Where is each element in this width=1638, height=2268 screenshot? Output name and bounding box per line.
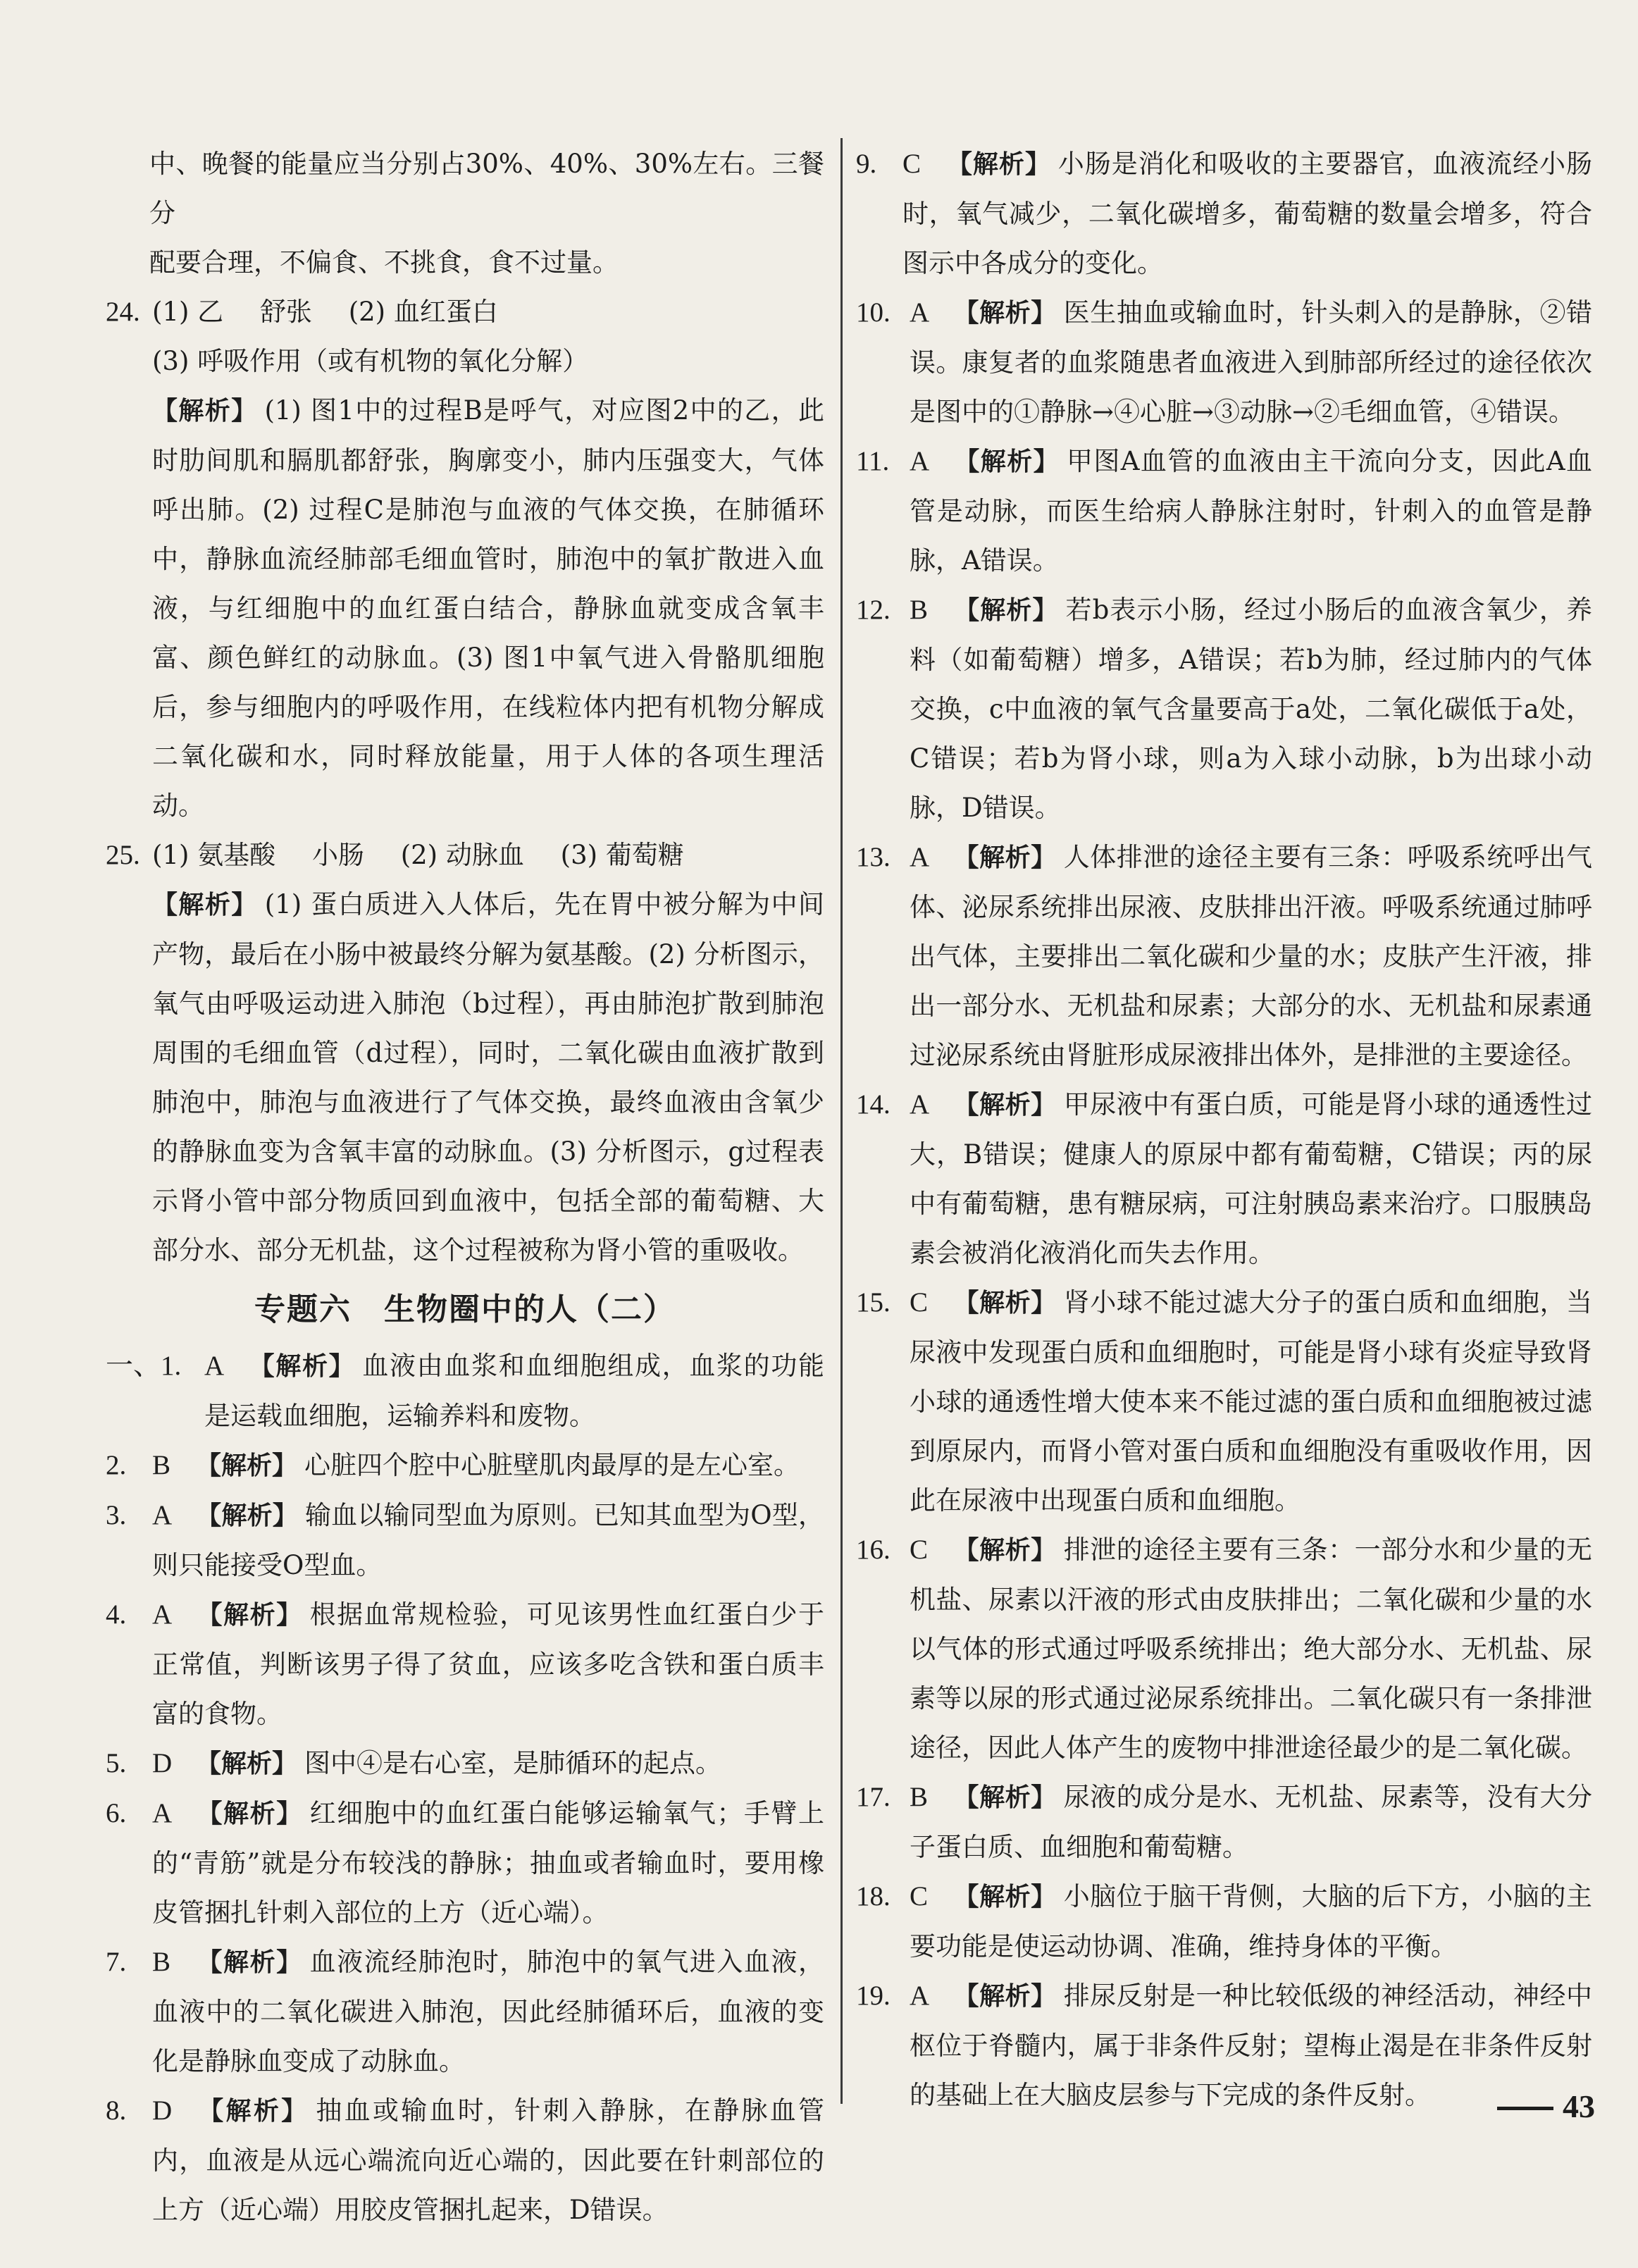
answer-letter: A bbox=[910, 297, 930, 328]
explanation-tag: 【解析】 bbox=[196, 1799, 303, 1828]
answer-part: (1) 乙 bbox=[152, 297, 224, 327]
answer-part: (2) 血红蛋白 bbox=[348, 297, 498, 327]
explanation-text: 抽血或输血时，针刺入静脉，在静脉血管内，血液是从远心端流向近心端的，因此要在针刺部位的上方（近心端）用胶皮管捆扎起来，D错误。 bbox=[152, 2095, 824, 2225]
explanation-tag: 【解析】 bbox=[953, 1783, 1057, 1812]
question-body bbox=[910, 833, 1592, 1080]
continued-line: 配要合理，不偏食、不挑食，食不过量。 bbox=[149, 247, 619, 278]
explanation-text: 输血以输同型血为原则。已知其血型为O型，则只能接受O型血。 bbox=[152, 1500, 824, 1580]
answer-letter: A bbox=[910, 446, 930, 476]
answer-item bbox=[856, 585, 1592, 833]
explanation-tag: 【解析】 bbox=[152, 397, 258, 426]
answer-letter: A bbox=[152, 1599, 173, 1630]
question-number: 10. bbox=[856, 297, 891, 328]
answer-item bbox=[106, 1491, 824, 1590]
answer-item bbox=[106, 2086, 824, 2235]
answer-item bbox=[106, 1590, 824, 1739]
answer-item bbox=[856, 1872, 1592, 1971]
question-body bbox=[152, 1938, 824, 2086]
question-number: 16. bbox=[856, 1535, 891, 1565]
question-body bbox=[152, 1491, 824, 1590]
question-body bbox=[204, 1341, 824, 1441]
answer-letter: A bbox=[910, 842, 930, 872]
answer-item bbox=[106, 1441, 824, 1491]
question-body bbox=[910, 288, 1592, 437]
explanation-text: 图中④是右心室，是肺循环的起点。 bbox=[304, 1748, 722, 1778]
question-body bbox=[152, 831, 824, 1275]
explanation-tag: 【解析】 bbox=[196, 2097, 309, 2126]
answer-part: (2) 动脉血 bbox=[400, 840, 524, 870]
explanation-tag: 【解析】 bbox=[248, 1352, 356, 1381]
answer-letter: A bbox=[152, 1500, 173, 1530]
answer-letter: B bbox=[152, 1450, 171, 1480]
question-body bbox=[152, 287, 824, 831]
answer-letter: C bbox=[910, 1535, 929, 1565]
answer-letter: A bbox=[152, 1798, 173, 1828]
explanation bbox=[152, 386, 824, 831]
right-column bbox=[856, 140, 1592, 2120]
question-number: 11. bbox=[856, 446, 890, 476]
question-number: 6. bbox=[106, 1798, 127, 1828]
answer-item bbox=[856, 437, 1592, 585]
question-25 bbox=[106, 831, 824, 1275]
answer-item bbox=[856, 288, 1592, 437]
question-body bbox=[152, 2086, 824, 2235]
explanation-text: 血液流经肺泡时，肺泡中的氧气进入血液，血液中的二氧化碳进入肺泡，因此经肺循环后，血液的变化是静脉血变成了动脉血。 bbox=[152, 1947, 824, 2076]
explanation-text: (1) 图1中的过程B是呼气，对应图2中的乙，此时肋间肌和膈肌都舒张，胸廓变小，肺内压强变大，气体呼出肺。(2) 过程C是肺泡与血液的气体交换，在肺循环中，静脉血流经肺部毛细血管时，肺泡中的氧扩散进入血液，与红细胞中的血红蛋白结合，静脉血就变成含氧丰富、颜色鲜红的动脉血。(3) 图1中氧气进入骨骼肌细胞后，参与细胞内的呼吸作用，在线粒体内把有机物分解成二氧化碳和水，同时释放能量，用于人体的各项生理活动。 bbox=[152, 395, 824, 821]
question-number: 12. bbox=[856, 595, 891, 625]
explanation-text: (1) 蛋白质进入人体后，先在胃中被分解为中间产物，最后在小肠中被最终分解为氨基酸。(2) 分析图示，氧气由呼吸运动进入肺泡（b过程），再由肺泡扩散到肺泡周围的毛细血管（d过程），同时，二氧化碳由血液扩散到肺泡中，肺泡与血液进行了气体交换，最终血液由含氧少的静脉血变为含氧丰富的动脉血。(3) 分析图示，g过程表示肾小管中部分物质回到血液中，包括全部的葡萄糖、大部分水、部分无机盐，这个过程被称为肾小管的重吸收。 bbox=[152, 889, 824, 1265]
explanation-tag: 【解析】 bbox=[946, 150, 1051, 179]
answer-letter: A bbox=[910, 1981, 930, 2011]
answer-letter: B bbox=[910, 1782, 929, 1812]
question-body bbox=[152, 1441, 824, 1491]
left-column bbox=[106, 140, 824, 2235]
question-body bbox=[902, 140, 1592, 288]
answer-item bbox=[106, 1789, 824, 1938]
answer-letter: B bbox=[910, 595, 929, 625]
answer-letter: C bbox=[910, 1287, 929, 1318]
answer-letter: C bbox=[910, 1881, 929, 1911]
explanation-tag: 【解析】 bbox=[953, 1883, 1057, 1911]
answer-row bbox=[152, 287, 824, 337]
explanation-text: 根据血常规检验，可见该男性血红蛋白少于正常值，判断该男子得了贫血，应该多吃含铁和蛋白质丰富的食物。 bbox=[152, 1599, 824, 1729]
explanation-tag: 【解析】 bbox=[196, 1501, 298, 1530]
question-number: 13. bbox=[856, 842, 891, 872]
answer-part: (1) 氨基酸 bbox=[152, 840, 276, 870]
question-number: 25. bbox=[106, 840, 140, 870]
explanation-tag: 【解析】 bbox=[196, 1948, 303, 1977]
question-body bbox=[152, 1789, 824, 1938]
answer-item bbox=[106, 1341, 824, 1441]
question-number: 24. bbox=[106, 297, 140, 327]
explanation-tag: 【解析】 bbox=[953, 1536, 1057, 1565]
question-body bbox=[910, 1278, 1592, 1525]
explanation-tag: 【解析】 bbox=[152, 891, 258, 919]
question-body bbox=[910, 1872, 1592, 1971]
explanation-tag: 【解析】 bbox=[953, 1091, 1057, 1120]
section-title: 专题六 生物圈中的人（二） bbox=[254, 1291, 676, 1327]
explanation-text: 若b表示小肠，经过小肠后的血液含氧少，养料（如葡萄糖）增多，A错误；若b为肺，经过肺内的气体交换，c中血液的氧气含量要高于a处，二氧化碳低于a处，C错误；若b为肾小球，则a为入球小动脉，b为出球小动脉，D错误。 bbox=[910, 595, 1592, 823]
explanation-text: 甲尿液中有蛋白质，可能是肾小球的通透性过大，B错误；健康人的原尿中都有葡萄糖，C错误；丙的尿中有葡萄糖，患有糖尿病，可注射胰岛素来治疗。口服胰岛素会被消化液消化而失去作用。 bbox=[910, 1089, 1592, 1268]
question-number: 5. bbox=[106, 1748, 127, 1778]
explanation-text: 排泄的途径主要有三条：一部分水和少量的无机盐、尿素以汗液的形式由皮肤排出；二氧化碳和少量的水以气体的形式通过呼吸系统排出；绝大部分水、无机盐、尿素等以尿的形式通过泌尿系统排出。二氧化碳只有一条排泄途径，因此人体产生的废物中排泄途径最少的是二氧化碳。 bbox=[910, 1535, 1592, 1763]
question-body bbox=[152, 1590, 824, 1739]
answer-letter: D bbox=[152, 1748, 173, 1778]
question-body bbox=[152, 1739, 824, 1789]
answer-letter: D bbox=[152, 2095, 173, 2126]
answer-letter: C bbox=[902, 149, 922, 179]
explanation-text: 小脑位于脑干背侧，大脑的后下方，小脑的主要功能是使运动协调、准确，维持身体的平衡。 bbox=[910, 1881, 1592, 1962]
explanation-text: 血液由血浆和血细胞组成，血浆的功能是运载血细胞，运输养料和废物。 bbox=[204, 1351, 824, 1431]
continued-line: 中、晚餐的能量应当分别占30%、40%、30%左右。三餐分 bbox=[149, 149, 824, 228]
explanation-text: 尿液的成分是水、无机盐、尿素等，没有大分子蛋白质、血细胞和葡萄糖。 bbox=[910, 1782, 1592, 1862]
question-body bbox=[910, 1080, 1592, 1278]
explanation-text: 红细胞中的血红蛋白能够运输氧气；手臂上的“青筋”就是分布较浅的静脉；抽血或者输血时，要用橡皮管捆扎针刺入部位的上方（近心端）。 bbox=[152, 1798, 824, 1928]
answer-item bbox=[856, 1971, 1592, 2120]
question-number: 19. bbox=[856, 1981, 891, 2011]
explanation-text: 人体排泄的途径主要有三条：呼吸系统呼出气体、泌尿系统排出尿液、皮肤排出汗液。呼吸系统通过肺呼出气体，主要排出二氧化碳和少量的水；皮肤产生汗液，排出一部分水、无机盐和尿素；大部分的水、无机盐和尿素通过泌尿系统由肾脏形成尿液排出体外，是排泄的主要途径。 bbox=[910, 842, 1592, 1070]
answer-item bbox=[856, 833, 1592, 1080]
explanation-tag: 【解析】 bbox=[196, 1749, 298, 1778]
answer-part: (3) 葡萄糖 bbox=[560, 840, 684, 870]
continued-paragraph bbox=[106, 140, 824, 287]
explanation-text: 医生抽血或输血时，针头刺入的是静脉，②错误。康复者的血浆随患者血液进入到肺部所经过的途径依次是图中的①静脉→④心脏→③动脉→②毛细血管，④错误。 bbox=[910, 297, 1592, 427]
question-number: 17. bbox=[856, 1782, 891, 1812]
explanation-tag: 【解析】 bbox=[953, 596, 1059, 625]
page-number-dash bbox=[1497, 2107, 1553, 2110]
question-body bbox=[910, 1525, 1592, 1773]
question-number: 7. bbox=[106, 1947, 127, 1977]
explanation-text: 甲图A血管的血液由主干流向分支，因此A血管是动脉，而医生给病人静脉注射时，针刺入的血管是静脉，A错误。 bbox=[910, 446, 1592, 576]
answer-letter: A bbox=[204, 1351, 225, 1381]
explanation-text: 小肠是消化和吸收的主要器官，血液流经小肠时，氧气减少，二氧化碳增多，葡萄糖的数量会增多，符合图示中各成分的变化。 bbox=[902, 149, 1592, 278]
answer-row bbox=[152, 831, 824, 880]
answer-part: 小肠 bbox=[311, 840, 364, 870]
explanation-tag: 【解析】 bbox=[953, 299, 1057, 328]
question-body bbox=[910, 437, 1592, 585]
question-number: 4. bbox=[106, 1599, 127, 1630]
question-24 bbox=[106, 287, 824, 831]
question-number: 14. bbox=[856, 1089, 891, 1120]
explanation-text: 肾小球不能过滤大分子的蛋白质和血细胞，当尿液中发现蛋白质和血细胞时，可能是肾小球有炎症导致肾小球的通透性增大使本来不能过滤的蛋白质和血细胞被过滤到原尿内，而肾小管对蛋白质和血细胞没有重吸收作用，因此在尿液中出现蛋白质和血细胞。 bbox=[910, 1287, 1592, 1516]
answer-item bbox=[856, 140, 1592, 288]
answer-letter: A bbox=[910, 1089, 930, 1120]
answer-item bbox=[106, 1938, 824, 2086]
question-body bbox=[910, 1773, 1592, 1872]
explanation-text: 排尿反射是一种比较低级的神经活动，神经中枢位于脊髓内，属于非条件反射；望梅止渴是在非条件反射的基础上在大脑皮层参与下完成的条件反射。 bbox=[910, 1981, 1592, 2110]
question-body bbox=[910, 585, 1592, 833]
question-number: 15. bbox=[856, 1287, 891, 1318]
explanation-tag: 【解析】 bbox=[953, 1289, 1057, 1318]
answer-letter: B bbox=[152, 1947, 171, 1977]
question-number: 8. bbox=[106, 2095, 127, 2126]
question-number: 18. bbox=[856, 1881, 891, 1911]
question-number: 一、1. bbox=[106, 1351, 182, 1381]
question-body bbox=[910, 1971, 1592, 2120]
explanation bbox=[152, 880, 824, 1275]
question-number: 3. bbox=[106, 1500, 127, 1530]
answer-row: (3) 呼吸作用（或有机物的氧化分解） bbox=[152, 346, 589, 376]
question-number: 2. bbox=[106, 1450, 127, 1480]
answer-item bbox=[856, 1525, 1592, 1773]
answer-item bbox=[856, 1773, 1592, 1872]
explanation-tag: 【解析】 bbox=[196, 1601, 303, 1630]
explanation-tag: 【解析】 bbox=[953, 447, 1060, 476]
explanation-tag: 【解析】 bbox=[196, 1451, 298, 1480]
explanation-text: 心脏四个腔中心脏壁肌肉最厚的是左心室。 bbox=[304, 1450, 800, 1480]
answer-item bbox=[856, 1080, 1592, 1278]
question-number: 9. bbox=[856, 149, 877, 179]
answer-item bbox=[856, 1278, 1592, 1525]
answer-part: 舒张 bbox=[259, 297, 312, 327]
explanation-tag: 【解析】 bbox=[953, 843, 1057, 872]
page-number: 43 bbox=[1563, 2088, 1595, 2124]
explanation-tag: 【解析】 bbox=[953, 1982, 1057, 2011]
column-divider bbox=[840, 138, 843, 2104]
answer-item bbox=[106, 1739, 824, 1789]
